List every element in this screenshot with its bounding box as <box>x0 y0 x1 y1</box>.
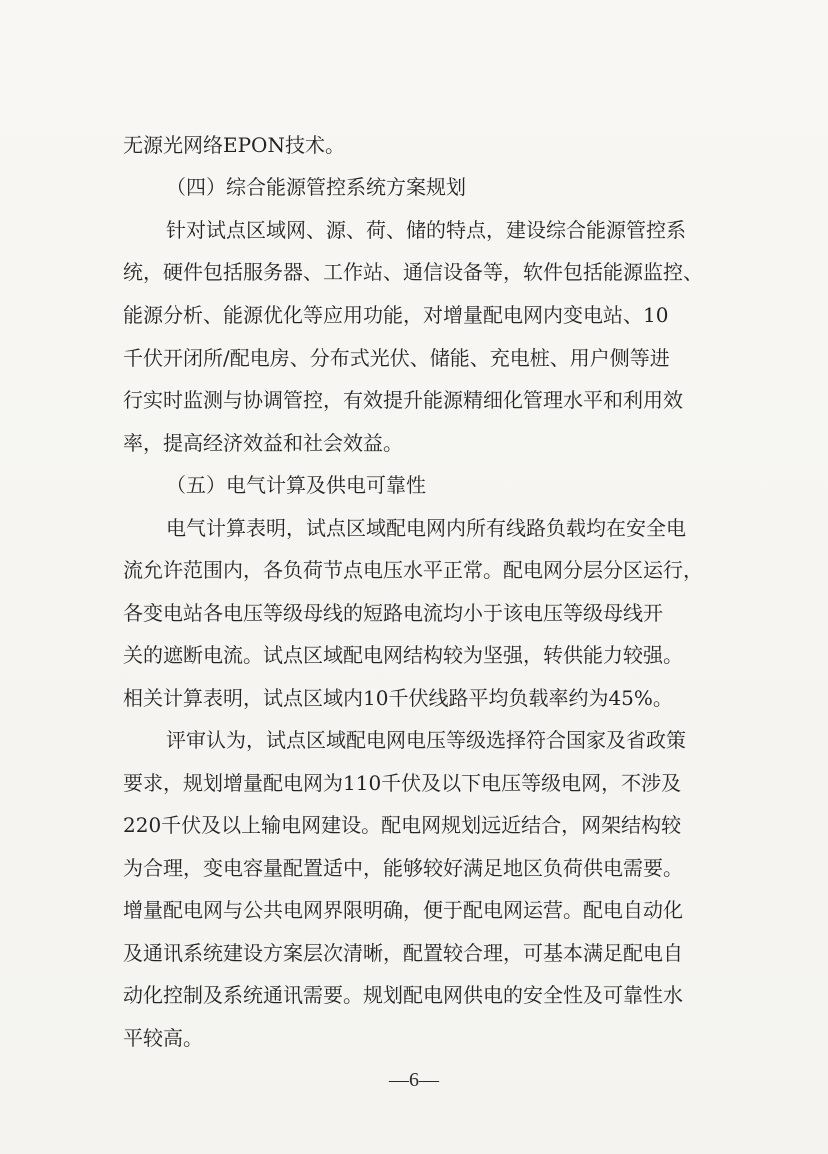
text-line-17: 220千伏及以上输电网建设。配电网规划远近结合，网架结构较 <box>123 813 682 837</box>
text-line-16: 要求，规划增量配电网为110千伏及以下电压等级电网，不涉及 <box>123 771 682 795</box>
text-line-13: 关的遮断电流。试点区域配电网结构较为坚强，转供能力较强。 <box>123 643 683 667</box>
text-line-7: 行实时监测与协调管控，有效提升能源精细化管理水平和利用效 <box>123 388 683 412</box>
text-line-5: 能源分析、能源优化等应用功能，对增量配电网内变电站、10 <box>123 303 669 327</box>
text-line-21: 动化控制及系统通讯需要。规划配电网供电的安全性及可靠性水 <box>123 983 683 1007</box>
text-line-6: 千伏开闭所/配电房、分布式光伏、储能、充电桩、用户侧等进 <box>123 346 670 370</box>
text-line-11: 流允许范围内，各负荷节点电压水平正常。配电网分层分区运行， <box>123 558 703 582</box>
text-line-19: 增量配电网与公共电网界限明确，便于配电网运营。配电自动化 <box>123 898 683 922</box>
text-line-22: 平较高。 <box>123 1026 203 1050</box>
text-line-14: 相关计算表明，试点区域内10千伏线路平均负载率约为45%。 <box>123 686 673 710</box>
page-number: —6— <box>389 1069 439 1091</box>
text-line-12: 各变电站各电压等级母线的短路电流均小于该电压等级母线开 <box>123 601 663 625</box>
text-line-15: 评审认为，试点区域配电网电压等级选择符合国家及省政策 <box>166 728 686 752</box>
text-line-3: 针对试点区域网、源、荷、储的特点，建设综合能源管控系 <box>166 218 686 242</box>
text-line-20: 及通讯系统建设方案层次清晰，配置较合理，可基本满足配电自 <box>123 941 683 965</box>
text-line-8: 率，提高经济效益和社会效益。 <box>123 431 403 455</box>
text-line-10: 电气计算表明，试点区域配电网内所有线路负载均在安全电 <box>166 516 686 540</box>
text-line-4: 统，硬件包括服务器、工作站、通信设备等，软件包括能源监控、 <box>123 260 703 284</box>
section-heading-four: （四）综合能源管控系统方案规划 <box>166 175 466 199</box>
section-heading-five: （五）电气计算及供电可靠性 <box>166 473 426 497</box>
text-line-1: 无源光网络EPON技术。 <box>123 133 345 157</box>
text-line-18: 为合理，变电容量配置适中，能够较好满足地区负荷供电需要。 <box>123 856 683 880</box>
